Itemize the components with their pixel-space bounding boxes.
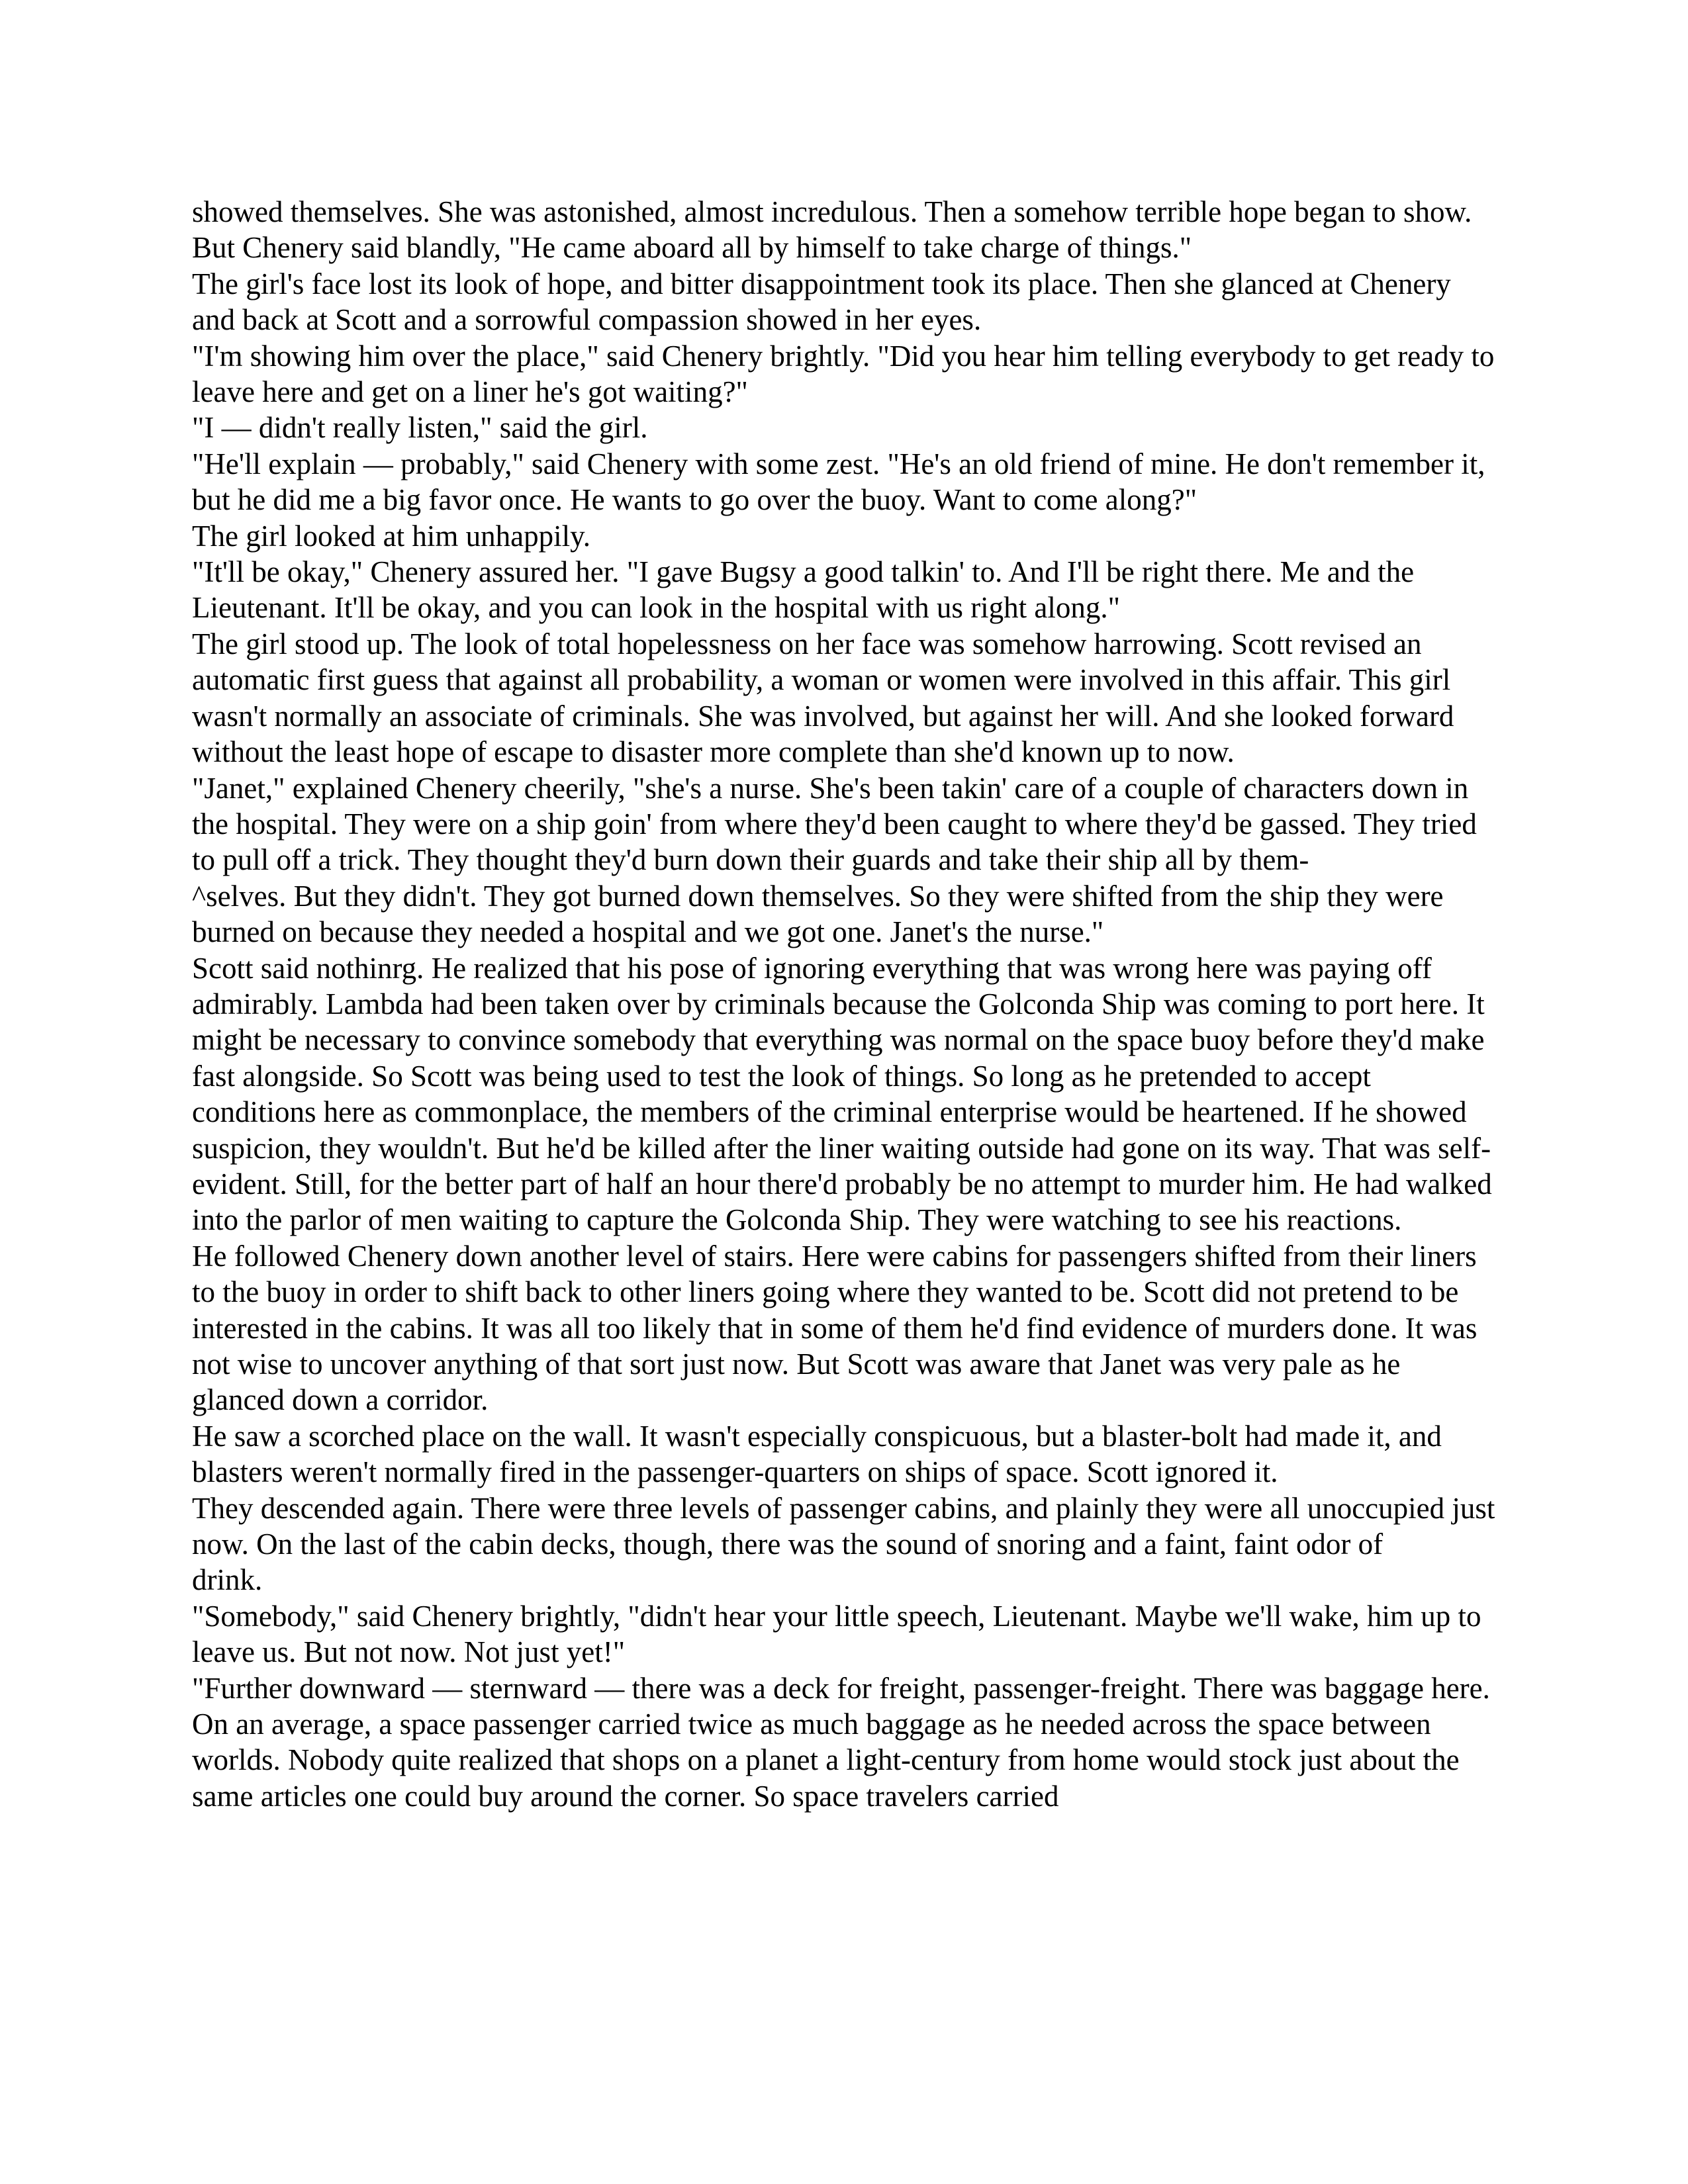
paragraph: He saw a scorched place on the wall. It wasn't especially conspicuous, but a blaster-bolt had made it, and blasters weren't normally fired in the passenger-quarters on ships of space. Scott ignored it.: [192, 1419, 1442, 1489]
paragraph: "I — didn't really listen," said the girl.: [192, 411, 648, 445]
paragraph: They descended again. There were three levels of passenger cabins, and plainly they were all unoccupied just now. On the last of the cabin decks, though, there was the sound of snoring and a faint, faint odor of: [192, 1491, 1495, 1561]
paragraph: "He'll explain — probably," said Chenery with some zest. "He's an old friend of mine. He don't remember it, but he did me a big favor once. He wants to go over the buoy. Want to come along?": [192, 447, 1485, 517]
paragraph: "Janet," explained Chenery cheerily, "she's a nurse. She's been takin' care of a couple of characters down in the hospital. They were on a ship goin' from where they'd been caught to where they'd be gassed. They tried to pull off a trick. They thought they'd burn down their guards and take their ship all by them-: [192, 771, 1477, 877]
paragraph: Scott said nothinrg. He realized that his pose of ignoring everything that was wrong here was paying off admirably. Lambda had been taken over by criminals because the Golconda Ship was coming to port here. It might be necessary to convince somebody that everything was normal on the space buoy before they'd make fast alongside. So Scott was being used to test the look of things. So long as he pretended to accept conditions here as commonplace, the members of the criminal enterprise would be heartened. If he showed suspicion, they wouldn't. But he'd be killed after the liner waiting outside had gone on its way. That was self-evident. Still, for the better part of half an hour there'd probably be no attempt to murder him. He had walked into the parlor of men waiting to capture the Golconda Ship. They were watching to see his reactions.: [192, 951, 1492, 1237]
paragraph: The girl looked at him unhappily.: [192, 519, 590, 553]
paragraph: ^selves. But they didn't. They got burned down themselves. So they were shifted from the ship they were burned on because they needed a hospital and we got one. Janet's the nurse.": [192, 879, 1444, 949]
paragraph: showed themselves. She was astonished, almost incredulous. Then a somehow terrible hope began to show. But Chenery said blandly, "He came aboard all by himself to take charge of things.": [192, 195, 1472, 265]
paragraph: "It'll be okay," Chenery assured her. "I gave Bugsy a good talkin' to. And I'll be right there. Me and the Lieutenant. It'll be okay, and you can look in the hospital with us right along.": [192, 555, 1415, 625]
paragraph: The girl stood up. The look of total hopelessness on her face was somehow harrowing. Scott revised an automatic first guess that against all probability, a woman or women were involved in this affair. This girl wasn't normally an associate of criminals. She was involved, but against her will. And she looked forward without the least hope of escape to disaster more complete than she'd known up to now.: [192, 627, 1454, 769]
document-page: [192, 194, 1496, 1814]
paragraph: He followed Chenery down another level of stairs. Here were cabins for passengers shifted from their liners to the buoy in order to shift back to other liners going where they wanted to be. Scott did not pretend to be interested in the cabins. It was all too likely that in some of them he'd find evidence of murders done. It was not wise to uncover anything of that sort just now. But Scott was aware that Janet was very pale as he glanced down a corridor.: [192, 1239, 1477, 1417]
paragraph: "Somebody," said Chenery brightly, "didn't hear your little speech, Lieutenant. Maybe we'll wake, him up to leave us. But not now. Not just yet!": [192, 1599, 1481, 1669]
paragraph: "Further downward — sternward — there was a deck for freight, passenger-freight. There was baggage here. On an average, a space passenger carried twice as much baggage as he needed across the space between worlds. Nobody quite realized that shops on a planet a light-century from home would stock just about the same articles one could buy around the corner. So space travelers carried: [192, 1671, 1490, 1813]
paragraph: drink.: [192, 1563, 263, 1597]
paragraph: "I'm showing him over the place," said Chenery brightly. "Did you hear him telling everybody to get ready to leave here and get on a liner he's got waiting?": [192, 339, 1495, 409]
paragraph: The girl's face lost its look of hope, and bitter disappointment took its place. Then she glanced at Chenery and back at Scott and a sorrowful compassion showed in her eyes.: [192, 267, 1451, 337]
